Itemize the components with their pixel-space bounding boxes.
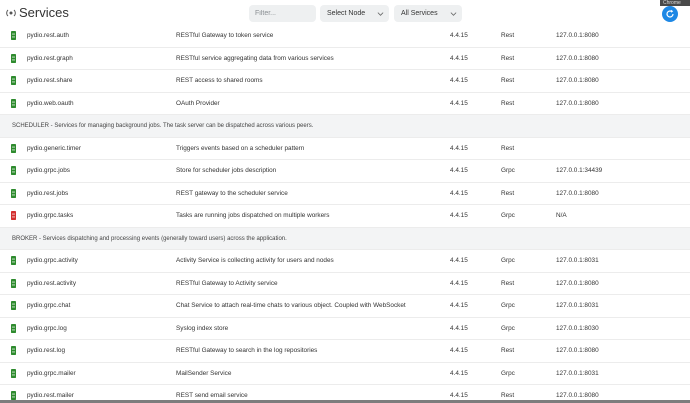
section-header: [0, 115, 690, 138]
services-filter-value: All Services: [401, 10, 438, 17]
service-type: Rest: [501, 54, 515, 62]
services-icon: [6, 8, 16, 18]
service-address: 127.0.0.1:8031: [556, 302, 599, 309]
service-version: 4.4.15: [450, 324, 468, 332]
service-version: 4.4.15: [450, 347, 468, 354]
service-address: 127.0.0.1:34439: [556, 167, 603, 174]
service-running-icon: [11, 189, 16, 198]
service-version: 4.4.15: [450, 54, 468, 62]
service-type: Grpc: [501, 302, 515, 309]
service-type: Rest: [501, 32, 515, 39]
service-type: Rest: [501, 392, 515, 399]
service-description: REST send email service: [176, 392, 248, 399]
chevron-down-icon: [450, 10, 457, 17]
service-address: 127.0.0.1:8080: [556, 279, 599, 287]
service-name: pydio.grpc.jobs: [27, 167, 70, 174]
service-type: Grpc: [501, 167, 515, 174]
header-bar: [0, 0, 690, 28]
service-row[interactable]: [0, 160, 690, 183]
service-address: 127.0.0.1:8080: [556, 347, 599, 354]
service-name: pydio.grpc.mailer: [27, 369, 76, 377]
service-type: Rest: [501, 189, 515, 197]
service-running-icon: [11, 346, 16, 355]
service-row[interactable]: [0, 25, 690, 48]
service-name: pydio.grpc.chat: [27, 302, 71, 309]
select-node-value: Select Node: [327, 10, 366, 17]
service-name: pydio.generic.timer: [27, 144, 81, 152]
service-running-icon: [11, 76, 16, 85]
service-row[interactable]: [0, 93, 690, 116]
service-version: 4.4.15: [450, 32, 468, 39]
service-type: Rest: [501, 347, 515, 354]
service-address: 127.0.0.1:8080: [556, 54, 599, 62]
chrome-tab-label: Chrome: [660, 0, 690, 6]
service-row[interactable]: [0, 183, 690, 206]
service-type: Grpc: [501, 212, 515, 219]
filter-input[interactable]: [249, 5, 316, 22]
service-description: Triggers events based on a scheduler pattern: [176, 144, 305, 152]
service-version: 4.4.15: [450, 392, 468, 399]
service-row[interactable]: [0, 273, 690, 296]
service-description: OAuth Provider: [176, 99, 220, 107]
service-description: Syslog index store: [176, 324, 229, 332]
service-row[interactable]: [0, 48, 690, 71]
services-filter-dropdown[interactable]: [394, 5, 462, 22]
service-type: Rest: [501, 279, 515, 287]
service-description: Store for scheduler jobs description: [176, 167, 277, 174]
service-description: Chat Service to attach real-time chats to various object. Coupled with WebSocket: [176, 302, 406, 309]
service-type: Rest: [501, 77, 515, 84]
service-description: Activity Service is collecting activity for users and nodes: [176, 257, 334, 264]
refresh-icon: [665, 9, 675, 19]
refresh-button[interactable]: [662, 6, 678, 22]
service-row[interactable]: [0, 138, 690, 161]
service-error-icon: [11, 211, 16, 220]
service-description: REST access to shared rooms: [176, 77, 263, 84]
service-row[interactable]: [0, 318, 690, 341]
service-type: Grpc: [501, 369, 515, 377]
service-description: RESTful Gateway to token service: [176, 32, 274, 39]
service-name: pydio.rest.auth: [27, 32, 69, 39]
service-row[interactable]: [0, 70, 690, 93]
service-version: 4.4.15: [450, 99, 468, 107]
service-address: N/A: [556, 212, 567, 219]
service-name: pydio.rest.log: [27, 347, 66, 354]
service-address: 127.0.0.1:8080: [556, 392, 599, 399]
service-address: 127.0.0.1:8031: [556, 369, 599, 377]
service-address: 127.0.0.1:8080: [556, 32, 599, 39]
service-name: pydio.rest.graph: [27, 54, 73, 62]
service-address: 127.0.0.1:8080: [556, 99, 599, 107]
section-title: BROKER - Services dispatching and processing events (generally toward users) across the application.: [12, 235, 287, 242]
service-running-icon: [11, 144, 16, 153]
service-description: RESTful service aggregating data from various services: [176, 54, 334, 62]
service-running-icon: [11, 301, 16, 310]
service-running-icon: [11, 99, 16, 108]
service-running-icon: [11, 324, 16, 333]
service-description: REST gateway to the scheduler service: [176, 189, 288, 197]
services-list: [0, 25, 690, 403]
service-row[interactable]: [0, 250, 690, 273]
service-row[interactable]: [0, 363, 690, 386]
service-address: 127.0.0.1:8080: [556, 189, 599, 197]
service-type: Grpc: [501, 257, 515, 264]
select-node-dropdown[interactable]: [320, 5, 389, 22]
service-running-icon: [11, 279, 16, 288]
service-running-icon: [11, 256, 16, 265]
service-description: RESTful Gateway to search in the log repositories: [176, 347, 318, 354]
service-type: Rest: [501, 144, 515, 152]
service-name: pydio.grpc.tasks: [27, 212, 74, 219]
service-name: pydio.grpc.log: [27, 324, 67, 332]
service-row[interactable]: [0, 205, 690, 228]
service-version: 4.4.15: [450, 369, 468, 377]
section-header: [0, 228, 690, 251]
service-type: Grpc: [501, 324, 515, 332]
service-description: RESTful Gateway to Activity service: [176, 279, 278, 287]
service-running-icon: [11, 31, 16, 40]
service-name: pydio.rest.share: [27, 77, 73, 84]
service-description: MailSender Service: [176, 369, 232, 377]
service-row[interactable]: [0, 340, 690, 363]
service-name: pydio.rest.jobs: [27, 189, 69, 197]
service-version: 4.4.15: [450, 257, 468, 264]
section-title: SCHEDULER - Services for managing background jobs. The task server can be dispatched across various peers.: [12, 123, 314, 129]
service-running-icon: [11, 391, 16, 400]
service-address: 127.0.0.1:8031: [556, 257, 599, 264]
service-name: pydio.grpc.activity: [27, 257, 78, 264]
service-version: 4.4.15: [450, 189, 468, 197]
service-version: 4.4.15: [450, 212, 468, 219]
service-version: 4.4.15: [450, 77, 468, 84]
service-version: 4.4.15: [450, 279, 468, 287]
service-running-icon: [11, 54, 16, 63]
service-address: 127.0.0.1:8080: [556, 77, 599, 84]
service-name: pydio.rest.mailer: [27, 392, 74, 399]
service-description: Tasks are running jobs dispatched on multiple workers: [176, 212, 330, 219]
service-name: pydio.rest.activity: [27, 279, 77, 287]
service-version: 4.4.15: [450, 144, 468, 152]
service-name: pydio.web.oauth: [27, 99, 74, 107]
service-version: 4.4.15: [450, 302, 468, 309]
service-version: 4.4.15: [450, 167, 468, 174]
chevron-down-icon: [377, 10, 384, 17]
service-running-icon: [11, 166, 16, 175]
service-row[interactable]: [0, 295, 690, 318]
page-title: Services: [19, 5, 69, 20]
service-type: Rest: [501, 99, 515, 107]
service-running-icon: [11, 369, 16, 378]
service-address: 127.0.0.1:8030: [556, 324, 599, 332]
